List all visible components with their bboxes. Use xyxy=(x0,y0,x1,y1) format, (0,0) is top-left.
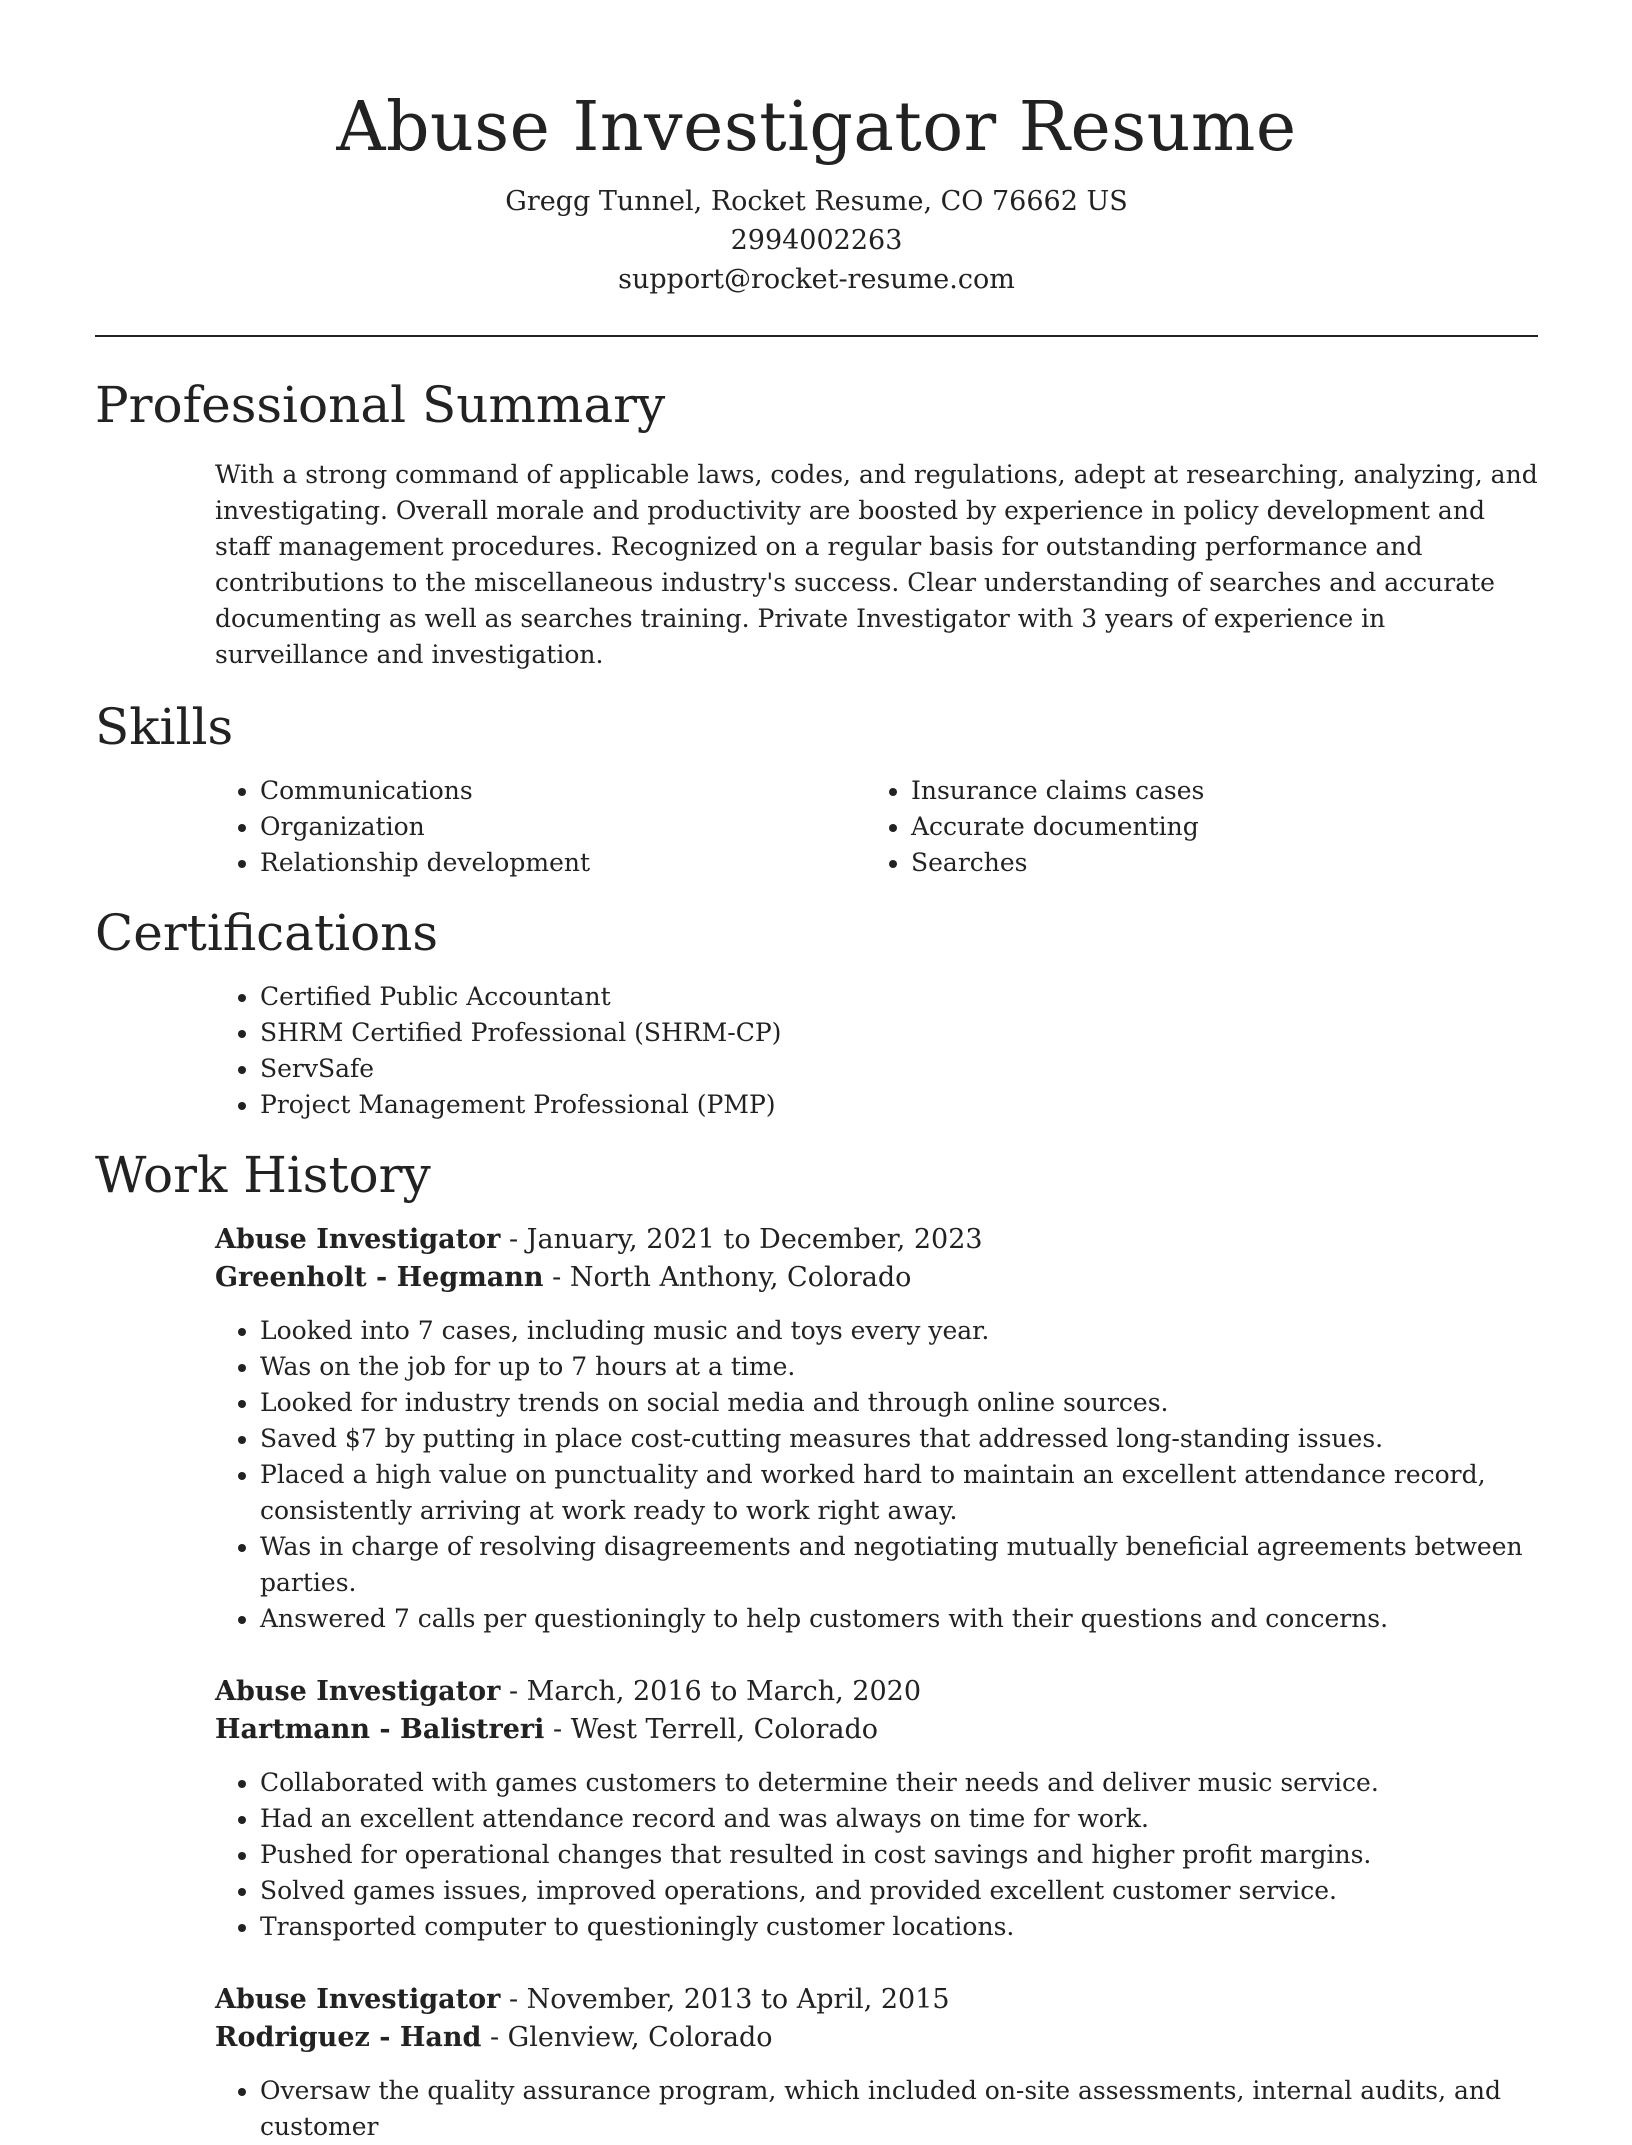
job-bullet: • Answered 7 calls per questioningly to help customers with their questions and concerns. xyxy=(260,1601,1538,1637)
job-dates: - January, 2021 to December, 2023 xyxy=(500,1224,983,1255)
job-dates: - March, 2016 to March, 2020 xyxy=(500,1676,922,1707)
job-location: - North Anthony, Colorado xyxy=(543,1262,912,1293)
certification-item: • Project Management Professional (PMP) xyxy=(260,1087,1538,1123)
skills-column-left xyxy=(215,773,866,881)
contact-block xyxy=(95,182,1538,299)
summary-heading: Professional Summary xyxy=(95,376,666,434)
job-bullet: • Saved $7 by putting in place cost-cutting measures that addressed long-standing issues. xyxy=(260,1421,1538,1457)
skill-item: • Searches xyxy=(911,845,1517,881)
skill-item: • Organization xyxy=(260,809,866,845)
summary-text: With a strong command of applicable laws, codes, and regulations, adept at researching, analyzing, and investigating. Overall morale and productivity are boosted by experience in policy development and staff management procedures. Recognized on a regular basis for outstanding performance and contributions to the miscellaneous industry's success. Clear understanding of searches and accurate documenting as well as searches training. Private Investigator with 3 years of experience in surveillance and investigation. xyxy=(215,460,1538,669)
skills-column-right xyxy=(866,773,1517,881)
contact-address: Gregg Tunnel, Rocket Resume, CO 76662 US xyxy=(505,186,1128,217)
job-bullet: • Oversaw the quality assurance program, which included on-site assessments, internal audits, and customer xyxy=(260,2073,1538,2145)
certification-item: • ServSafe xyxy=(260,1051,1538,1087)
job-employer: Rodriguez - Hand xyxy=(215,2022,482,2053)
skills-grid xyxy=(215,773,1538,881)
job-title-line xyxy=(215,1981,1538,2019)
job-entry xyxy=(215,1981,1538,2145)
job-bullet: • Pushed for operational changes that resulted in cost savings and higher profit margins. xyxy=(260,1837,1538,1873)
job-title-line xyxy=(215,1221,1538,1259)
job-bullet: • Solved games issues, improved operations, and provided excellent customer service. xyxy=(260,1873,1538,1909)
certification-item: • Certified Public Accountant xyxy=(260,979,1538,1015)
skills-heading: Skills xyxy=(95,698,234,756)
work-history-heading: Work History xyxy=(95,1146,431,1204)
job-bullet: • Looked for industry trends on social media and through online sources. xyxy=(260,1385,1538,1421)
page-title: Abuse Investigator Resume xyxy=(336,88,1297,167)
resume-header xyxy=(95,0,1538,299)
job-title-line xyxy=(215,1673,1538,1711)
job-bullet: • Was in charge of resolving disagreements and negotiating mutually beneficial agreements between parties. xyxy=(260,1529,1538,1601)
skill-item: • Communications xyxy=(260,773,866,809)
job-location: - West Terrell, Colorado xyxy=(544,1714,878,1745)
certifications-heading: Certifications xyxy=(95,904,439,962)
job-bullet: • Placed a high value on punctuality and worked hard to maintain an excellent attendance record, consistently arriving at work ready to work right away. xyxy=(260,1457,1538,1529)
job-dates: - November, 2013 to April, 2015 xyxy=(500,1984,950,2015)
job-bullet: • Looked into 7 cases, including music and toys every year. xyxy=(260,1313,1538,1349)
contact-email: support@rocket-resume.com xyxy=(618,264,1015,295)
certifications-list xyxy=(215,979,1538,1123)
job-entry xyxy=(215,1673,1538,1945)
job-bullets xyxy=(215,1765,1538,1945)
job-title: Abuse Investigator xyxy=(215,1676,501,1707)
job-bullet: • Transported computer to questioningly customer locations. xyxy=(260,1909,1538,1945)
skill-item: • Insurance claims cases xyxy=(911,773,1517,809)
job-employer: Hartmann - Balistreri xyxy=(215,1714,545,1745)
header-divider xyxy=(95,335,1538,337)
job-bullets xyxy=(215,1313,1538,1637)
contact-phone: 2994002263 xyxy=(730,225,903,256)
job-title: Abuse Investigator xyxy=(215,1224,501,1255)
job-bullets xyxy=(215,2073,1538,2145)
job-bullet: • Was on the job for up to 7 hours at a time. xyxy=(260,1349,1538,1385)
skills-list-left xyxy=(215,773,866,881)
job-bullet: • Collaborated with games customers to determine their needs and deliver music service. xyxy=(260,1765,1538,1801)
skill-item: • Relationship development xyxy=(260,845,866,881)
job-employer: Greenholt - Hegmann xyxy=(215,1262,544,1293)
skills-list-right xyxy=(866,773,1517,881)
resume-page xyxy=(95,0,1538,2145)
job-title: Abuse Investigator xyxy=(215,1984,501,2015)
job-bullet: • Had an excellent attendance record and was always on time for work. xyxy=(260,1801,1538,1837)
job-location: - Glenview, Colorado xyxy=(481,2022,773,2053)
certifications-bullets xyxy=(215,979,1538,1123)
skill-item: • Accurate documenting xyxy=(911,809,1517,845)
job-employer-line xyxy=(215,2019,1538,2057)
job-employer-line xyxy=(215,1259,1538,1297)
job-entry xyxy=(215,1221,1538,1637)
certification-item: • SHRM Certified Professional (SHRM-CP) xyxy=(260,1015,1538,1051)
job-employer-line xyxy=(215,1711,1538,1749)
